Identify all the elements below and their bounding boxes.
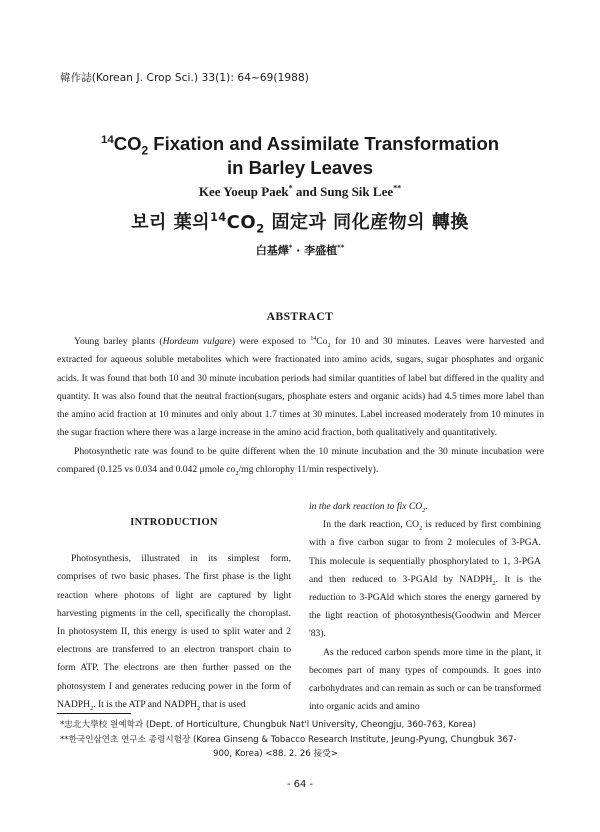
- title-line-1: $^{14}CO_2$ Fixation and Assimilate Transformation: [100, 133, 500, 158]
- right-column: [309, 498, 541, 716]
- authors-korean: 白基燁* · 李盛植**: [255, 243, 345, 257]
- title-korean: 보리 葉의$^{14}CO_2$ 固定과 同化産物의 轉換: [131, 211, 469, 236]
- authors-english: Kee Yoeup Paek* and Sung Sik Lee**: [198, 183, 402, 199]
- footnote-divider: [57, 713, 131, 714]
- article-title: [0, 132, 600, 180]
- intro-paragraph-3: As the reduced carbon spends more time in the plant, it becomes part of many types of compounds. It goes into carbohydrates and can remain as such or can be transformed into organic acids and amino: [309, 646, 541, 713]
- journal-citation: 韓作誌(Korean J. Crop Sci.) 33(1): 64~69(1988): [60, 72, 309, 84]
- abstract-paragraph-1: Young barley plants (Hordeum vulgare) were exposed to $^{14}Co_2$ for 10 and 30 minutes. Leaves were harvested and extracted for aqueous soluble metabolites which were fractionated into amino acids, sugars, sugar phosphates and organic acids. It was found that both 10 and 30 minute incubation periods had similar quantities of label but differed in the quality and quantity. It was also found that the neutral fraction(sugars, phosphate esters and organic acids) had 4.5 times more label than the amino acid fraction at 10 minutes and only about 1.7 times at 30 minutes. Label increased moderately from 10 minutes in the sugar fraction where there was a large increase in the amino acid fraction, both qualitatively and quantitatively.: [57, 335, 544, 439]
- abstract-heading: ABSTRACT: [266, 311, 334, 323]
- page-number: - 64 -: [286, 779, 314, 790]
- footnote-2: **한국인삼연초 연구소 종령시험장 (Korea Ginseng & Tobacco Research Institute, Jeung-Pyung, Chungbuk 367-: [60, 734, 517, 745]
- left-column: [57, 514, 291, 714]
- footnotes: [60, 718, 540, 762]
- intro-continuation: in the dark reaction to fix $CO_2$.: [309, 501, 428, 514]
- intro-paragraph-1: Photosynthesis, illustrated in its simplest form, comprises of two basic phases. The first phase is the light reaction where photons of light are captured by light harvesting pigments in the cell, specifically the choroplast. In photosystem II, this energy is used to split water and 2 electrons are transferred to an electron transport chain to form ATP. The electrons are then further passed on the photosystem I and generates reducing power in the form of $NADPH_2$. It is the ATP and $NADPH_2$ that is used: [57, 553, 291, 712]
- footnote-2-continuation: 900, Korea) <88. 2. 26 接受>: [213, 749, 338, 759]
- abstract-body: [57, 333, 544, 479]
- title-line-2: in Barley Leaves: [226, 157, 374, 178]
- introduction-heading: INTRODUCTION: [130, 517, 218, 528]
- intro-paragraph-2: In the dark reaction, $CO_2$ is reduced by first combining with a five carbon sugar to from 2 molecules of 3-PGA. This molecule is sequentially phosphorylated to 1, 3-PGA and then reduced to 3-PGAld by $NADPH_2$. It is the reduction to 3-PGAld which stores the energy garnered by the light reaction of photosynthesis(Goodwin and Mercer '83).: [309, 519, 542, 640]
- abstract-paragraph-2: Photosynthetic rate was found to be quite different when the 10 minute incubation and the 30 minute incubation were compared (0.125 vs 0.034 and 0.042 μmole $co_2/mg$ chlorophy 11/min respectively).: [57, 445, 544, 477]
- footnote-1: *忠北大學校 원예학과 (Dept. of Horticulture, Chungbuk Nat'l University, Cheongju, 360-763, Korea): [60, 720, 477, 730]
